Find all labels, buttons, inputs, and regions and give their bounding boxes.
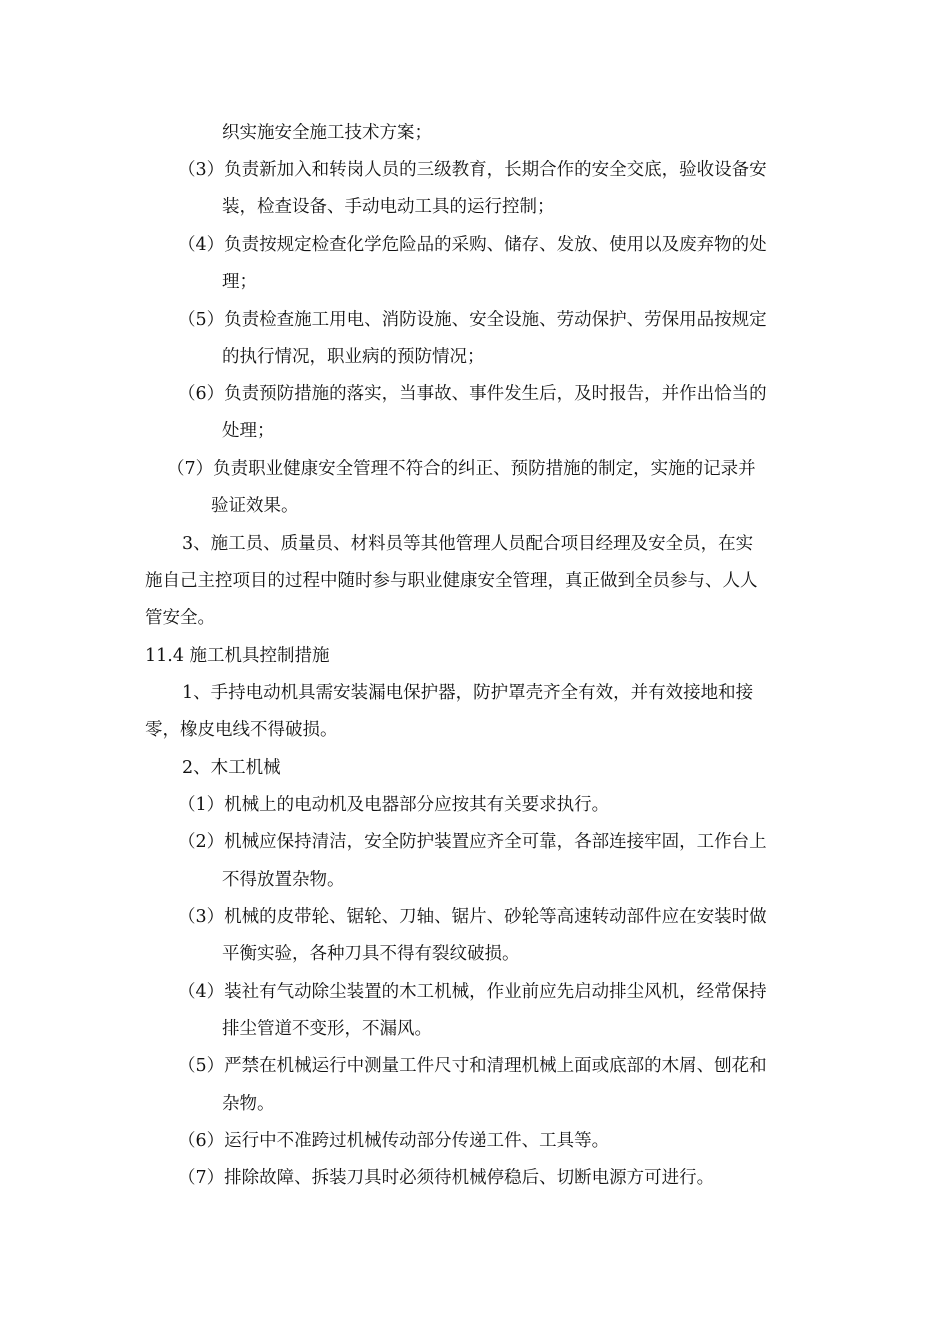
list-item-6: （6）运行中不准跨过机械传动部分传递工件、工具等。 bbox=[178, 1131, 610, 1151]
list-item-7: （7）排除故障、拆装刀具时必须待机械停稳后、切断电源方可进行。 bbox=[178, 1168, 715, 1188]
text-line: 装，检查设备、手动电动工具的运行控制； bbox=[222, 197, 555, 217]
paragraph-3: 3、施工员、质量员、材料员等其他管理人员配合项目经理及安全员，在实 bbox=[182, 534, 754, 554]
list-item-5: （5）严禁在机械运行中测量工件尺寸和清理机械上面或底部的木屑、刨花和 bbox=[178, 1056, 767, 1076]
list-item-7: （7）负责职业健康安全管理不符合的纠正、预防措施的制定，实施的记录并 bbox=[167, 459, 756, 479]
text-line: 杂物。 bbox=[222, 1094, 275, 1114]
list-item-5: （5）负责检查施工用电、消防设施、安全设施、劳动保护、劳保用品按规定 bbox=[178, 310, 767, 330]
text-line: 平衡实验，各种刀具不得有裂纹破损。 bbox=[222, 944, 520, 964]
list-item-6: （6）负责预防措施的落实，当事故、事件发生后，及时报告，并作出恰当的 bbox=[178, 384, 767, 404]
section-heading: 11.4 施工机具控制措施 bbox=[145, 646, 330, 666]
list-item-1: （1）机械上的电动机及电器部分应按其有关要求执行。 bbox=[178, 795, 610, 815]
list-item-4: （4）装社有气动除尘装置的木工机械，作业前应先启动排尘风机，经常保持 bbox=[178, 982, 767, 1002]
text-line: 不得放置杂物。 bbox=[222, 870, 345, 890]
text-line: 的执行情况，职业病的预防情况； bbox=[222, 347, 485, 367]
subheading: 2、木工机械 bbox=[182, 758, 281, 778]
text-line: 理； bbox=[222, 272, 257, 292]
list-item-4: （4）负责按规定检查化学危险品的采购、储存、发放、使用以及废弃物的处 bbox=[178, 235, 767, 255]
text-line: 处理； bbox=[222, 421, 275, 441]
list-item-3: （3）负责新加入和转岗人员的三级教育，长期合作的安全交底，验收设备安 bbox=[178, 160, 767, 180]
list-item-3: （3）机械的皮带轮、锯轮、刀轴、锯片、砂轮等高速转动部件应在安装时做 bbox=[178, 907, 767, 927]
paragraph-1: 1、手持电动机具需安装漏电保护器，防护罩壳齐全有效，并有效接地和接 bbox=[182, 683, 754, 703]
list-item-2: （2）机械应保持清洁，安全防护装置应齐全可靠，各部连接牢固，工作台上 bbox=[178, 832, 767, 852]
text-line: 验证效果。 bbox=[211, 496, 299, 516]
text-line: 施自己主控项目的过程中随时参与职业健康安全管理，真正做到全员参与、人人 bbox=[145, 571, 758, 591]
text-line: 织实施安全施工技术方案； bbox=[222, 123, 432, 143]
text-line: 排尘管道不变形，不漏风。 bbox=[222, 1019, 432, 1039]
text-line: 管安全。 bbox=[145, 608, 215, 628]
text-line: 零，橡皮电线不得破损。 bbox=[145, 720, 338, 740]
